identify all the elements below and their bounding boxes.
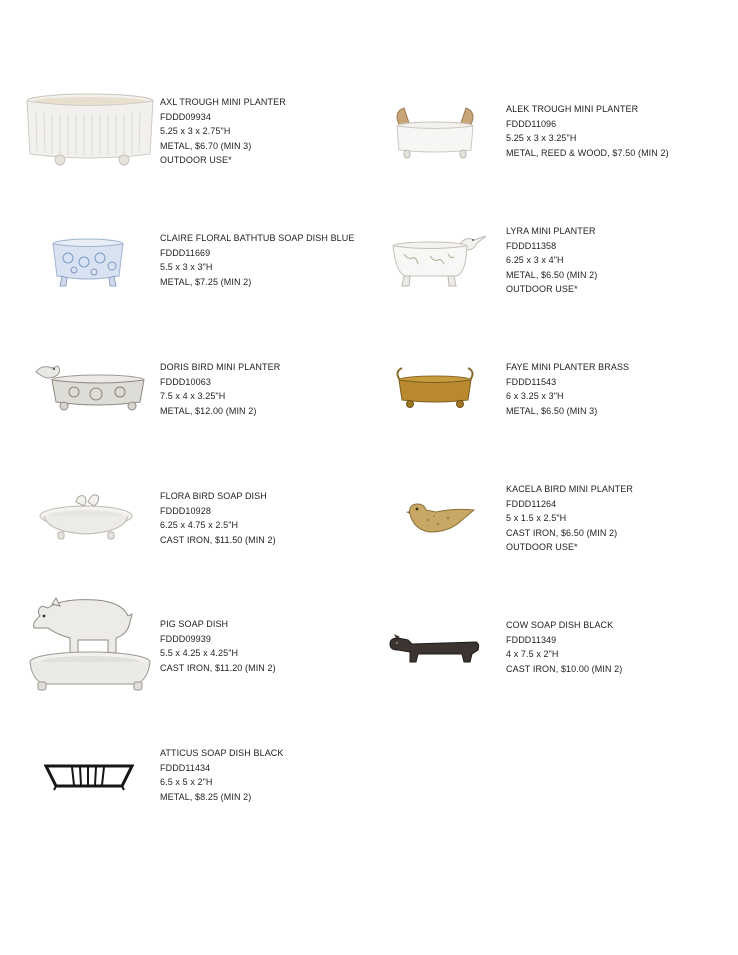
product-material-price: METAL, $6.50 (MIN 2) [506, 269, 598, 280]
product-sku: FDDD11264 [506, 498, 557, 509]
product-sku: FDDD11358 [506, 240, 557, 251]
product-sku: FDDD10063 [160, 376, 211, 387]
product-dimensions: 6.25 x 4.75 x 2.5"H [160, 520, 239, 531]
product-note: OUTDOOR USE* [160, 155, 232, 166]
product-dimensions: 4 x 7.5 x 2"H [506, 649, 559, 660]
product-info-pig [160, 617, 276, 675]
product-image-lyra [390, 230, 488, 290]
product-info-flora [160, 489, 276, 547]
product-name: FLORA BIRD SOAP DISH [160, 491, 267, 501]
product-material-price: CAST IRON, $10.00 (MIN 2) [506, 663, 623, 674]
product-dimensions: 6 x 3.25 x 3"H [506, 391, 564, 402]
product-name: LYRA MINI PLANTER [506, 226, 596, 236]
product-name: ALEK TROUGH MINI PLANTER [506, 104, 639, 114]
product-image-faye [390, 364, 480, 410]
product-info-axl [160, 95, 286, 168]
product-dimensions: 5.25 x 3 x 3.25"H [506, 133, 577, 144]
product-sku: FDDD09939 [160, 633, 211, 644]
product-sku: FDDD10928 [160, 505, 211, 516]
product-sku: FDDD11096 [506, 118, 557, 129]
product-material-price: METAL, $12.00 (MIN 2) [160, 405, 257, 416]
product-name: KACELA BIRD MINI PLANTER [506, 484, 633, 494]
product-material-price: METAL, $7.25 (MIN 2) [160, 276, 252, 287]
product-name: CLAIRE FLORAL BATHTUB SOAP DISH BLUE [160, 233, 355, 243]
product-name: DORIS BIRD MINI PLANTER [160, 362, 281, 372]
product-material-price: CAST IRON, $11.20 (MIN 2) [160, 662, 276, 673]
product-name: FAYE MINI PLANTER BRASS [506, 362, 630, 372]
product-sku: FDDD11349 [506, 634, 557, 645]
product-info-kacela [506, 482, 633, 555]
product-note: OUTDOOR USE* [506, 542, 578, 553]
product-info-alek [506, 102, 669, 160]
product-material-price: CAST IRON, $11.50 (MIN 2) [160, 534, 276, 545]
product-name: ATTICUS SOAP DISH BLACK [160, 748, 284, 758]
product-info-faye [506, 360, 629, 418]
product-info-doris [160, 360, 280, 418]
product-info-atticus [160, 746, 284, 804]
product-material-price: METAL, REED & WOOD, $7.50 (MIN 2) [506, 147, 669, 158]
product-dimensions: 5.25 x 3 x 2.75"H [160, 126, 231, 137]
product-name: COW SOAP DISH BLACK [506, 620, 614, 630]
product-material-price: METAL, $6.50 (MIN 3) [506, 405, 598, 416]
product-image-pig [26, 594, 154, 698]
product-image-claire [50, 236, 126, 290]
product-name: AXL TROUGH MINI PLANTER [160, 97, 286, 107]
product-dimensions: 6.25 x 3 x 4"H [506, 255, 564, 266]
product-dimensions: 5 x 1.5 x 2.5"H [506, 513, 567, 524]
product-info-claire [160, 231, 355, 289]
product-material-price: METAL, $6.70 (MIN 3) [160, 140, 252, 151]
product-dimensions: 7.5 x 4 x 3.25"H [160, 391, 226, 402]
product-dimensions: 5.5 x 3 x 3"H [160, 262, 213, 273]
product-info-cow [506, 618, 622, 676]
product-image-doris [34, 362, 146, 414]
product-info-lyra [506, 224, 597, 297]
product-sku: FDDD11434 [160, 762, 211, 773]
product-dimensions: 6.5 x 5 x 2"H [160, 777, 213, 788]
product-image-alek [390, 104, 480, 162]
product-image-atticus [42, 760, 136, 792]
product-name: PIG SOAP DISH [160, 619, 229, 629]
product-image-cow [388, 634, 482, 666]
product-dimensions: 5.5 x 4.25 x 4.25"H [160, 648, 239, 659]
product-material-price: METAL, $8.25 (MIN 2) [160, 791, 252, 802]
product-sku: FDDD11669 [160, 247, 211, 258]
product-sku: FDDD09934 [160, 111, 211, 122]
product-sku: FDDD11543 [506, 376, 557, 387]
product-image-axl [24, 92, 156, 168]
product-image-flora [36, 490, 136, 542]
product-note: OUTDOOR USE* [506, 284, 578, 295]
product-image-kacela [404, 498, 476, 536]
product-material-price: CAST IRON, $6.50 (MIN 2) [506, 527, 618, 538]
